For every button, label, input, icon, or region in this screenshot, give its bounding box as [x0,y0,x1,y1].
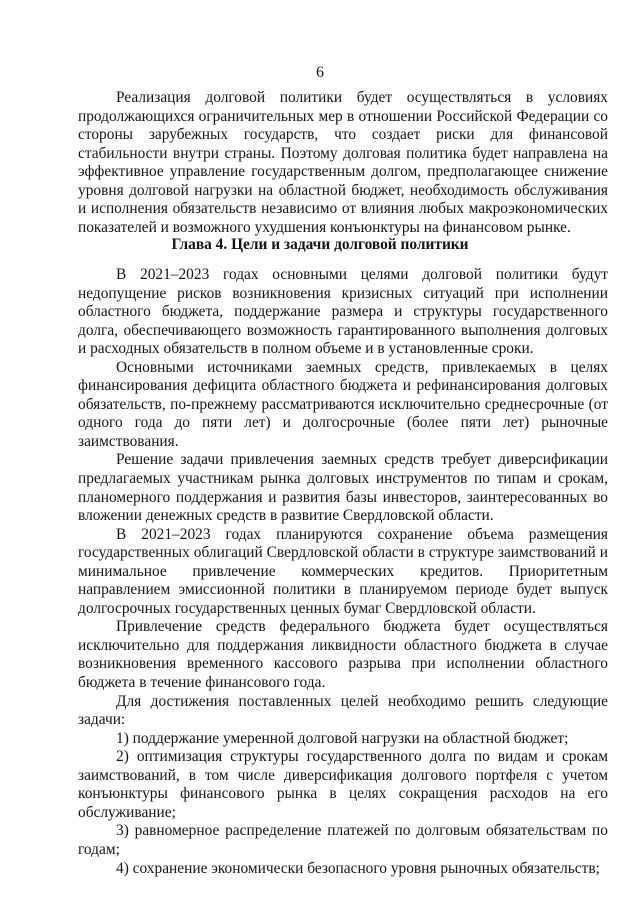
paragraph-diversification: Решение задачи привлечения заемных средств требует диверсификации предлагаемых участникам рынка долговых инструментов по типам и срокам, планомерного поддержания и развития базы инвесторов, заинтересованных во вложении денежных средств в развитие Свердловской области. [78,451,608,525]
page-number: 6 [316,64,324,81]
chapter-heading: Глава 4. Цели и задачи долговой политики [171,236,469,253]
paragraph-federal-funds: Привлечение средств федерального бюджета будет осуществляться исключительно для поддержания ликвидности областного бюджета в случае возникновения временного кассового разрыва при исполнении областного бюджета в течение финансового года. [78,618,608,692]
paragraph-tasks-intro: Для достижения поставленных целей необходимо решить следующие задачи: [78,692,608,729]
paragraph-bonds: В 2021–2023 годах планируются сохранение объема размещения государственных облигаций Свердловской области в структуре заимствований и минимальное привлечение коммерческих кредитов. Приоритетным направлением эмиссионной политики в планируемом периоде будет выпуск долгосрочных государственных ценных бумаг Свердловской области. [78,525,608,617]
list-item-task-3: 3) равномерное распределение платежей по долговым обязательствам по годам; [78,822,608,858]
list-item-task-4: 4) сохранение экономически безопасного уровня рыночных обязательств; [116,859,600,877]
paragraph-goals: В 2021–2023 годах основными целями долговой политики будут недопущение рисков возникновения кризисных ситуаций при исполнении областного бюджета, поддержание размера и структуры государственного долга, обеспечивающего возможность гарантированного выполнения долговых и расходных обязательств в полном объеме и в установленные сроки. [78,266,608,358]
paragraph-borrowing-sources: Основными источниками заемных средств, привлекаемых в целях финансирования дефицита областного бюджета и рефинансирования долговых обязательств, по-прежнему рассматриваются исключительно среднесрочные (от одного года до пяти лет) и долгосрочные (более пяти лет) рыночные заимствования. [78,358,608,450]
intro-paragraph: Реализация долговой политики будет осуществляться в условиях продолжающихся ограничительных мер в отношении Российской Федерации со стороны зарубежных государств, что создает риски для финансовой стабильности внутри страны. Поэтому долговая политика будет направлена на эффективное управление государственным долгом, предполагающее снижение уровня долговой нагрузки на областной бюджет, необходимость обслуживания и исполнения обязательств независимо от влияния любых макроэкономических показателей и возможного ухудшения конъюнктуры на финансовом рынке. [78,89,608,236]
intro-section [78,89,608,237]
chapter-body [78,266,608,878]
list-item-task-2: 2) оптимизация структуры государственного долга по видам и срокам заимствований, в том числе диверсификация долгового портфеля с учетом конъюнктуры финансового рынка в целях сокращения расходов на его обслуживание; [78,748,608,821]
list-item-task-1: 1) поддержание умеренной долговой нагрузки на областной бюджет; [116,729,569,747]
